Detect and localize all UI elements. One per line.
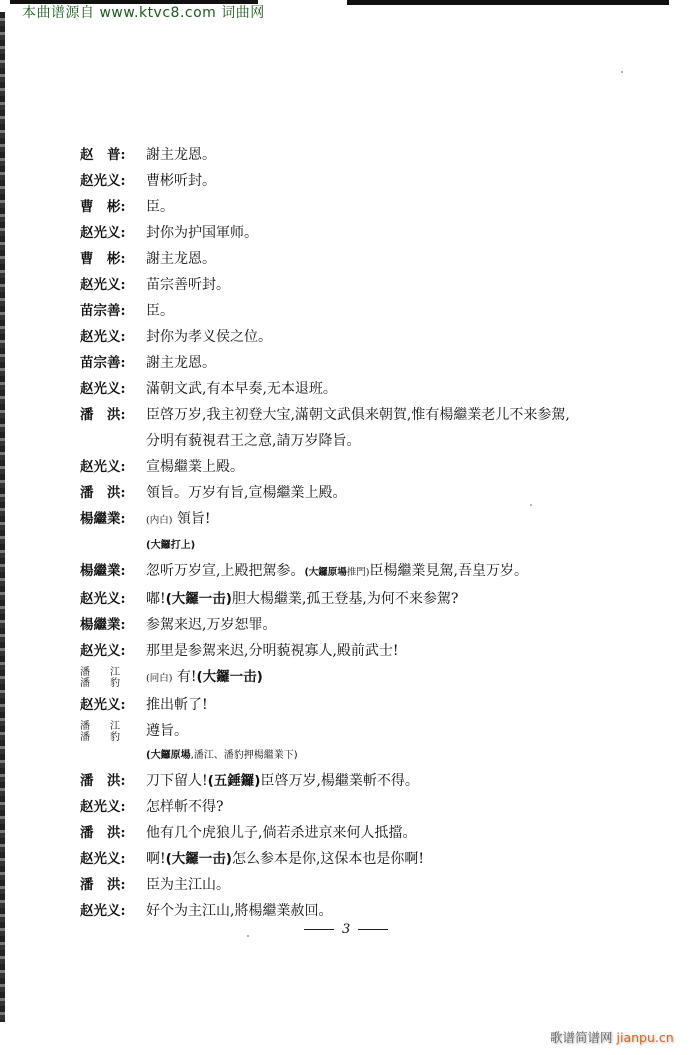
dialogue-text: 推出斬了! — [146, 697, 208, 713]
script-body — [80, 142, 660, 924]
dialogue-text — [146, 558, 660, 586]
speaker-name: 赵光义: — [80, 903, 126, 919]
dialogue-text — [146, 402, 660, 454]
dialogue-text-before: 嘟! — [146, 591, 166, 607]
speaker-name: 潘豹 — [80, 732, 140, 743]
speaker-name: 赵光义: — [80, 277, 126, 293]
speaker-name: 赵光义: — [80, 459, 126, 475]
speaker-name: 潘 洪: — [80, 485, 126, 501]
speaker-name: 潘 洪: — [80, 825, 126, 841]
speaker-name: 赵光义: — [80, 173, 126, 189]
speaker-name: 楊繼業: — [80, 511, 126, 527]
dialogue-text: 領旨。万岁有旨,宣楊繼業上殿。 — [146, 485, 347, 501]
speaker-pair — [80, 718, 146, 743]
dialogue-line — [80, 794, 660, 820]
dialogue-text: 臣。 — [146, 199, 174, 215]
dialogue-text: 曹彬听封。 — [146, 173, 216, 189]
dialogue-text: 怎样斬不得? — [146, 799, 224, 815]
dialogue-text-line-2: 分明有藐視君王之意,請万岁降旨。 — [146, 433, 361, 449]
dialogue-line — [80, 194, 660, 220]
page-number-dash-right — [358, 929, 388, 930]
dialogue-text: 滿朝文武,有本早奏,无本退班。 — [146, 381, 337, 397]
dialogue-text — [146, 586, 660, 612]
speaker-name: 楊繼業: — [80, 563, 126, 579]
dialogue-line — [80, 558, 660, 586]
dialogue-text-line-1: 臣啓万岁,我主初登大宝,滿朝文武俱来朝賀,惟有楊繼業老儿不来参駕, — [146, 407, 570, 423]
dialogue-text: 参駕来迟,万岁恕罪。 — [146, 617, 277, 633]
watermark-bottom — [550, 1028, 674, 1046]
dialogue-line — [80, 872, 660, 898]
dialogue-text: 謝主龙恩。 — [146, 251, 216, 267]
dialogue-text — [146, 506, 660, 534]
dialogue-text-before: 刀下留人! — [146, 773, 208, 789]
stage-direction-bold: (大鑼原場 — [146, 750, 191, 761]
dialogue-text-after: 臣啓万岁,楊繼業斬不得。 — [260, 773, 419, 789]
dialogue-line — [80, 324, 660, 350]
speaker-name: 赵光义: — [80, 643, 126, 659]
inline-percussion-cue: (大鑼一击) — [165, 851, 232, 867]
dialogue-text-before: 啊! — [146, 851, 166, 867]
dialogue-text: 宣楊繼業上殿。 — [146, 459, 244, 475]
inline-percussion-cue: (大鑼一击) — [165, 591, 232, 607]
page-number-dash-left — [304, 929, 334, 930]
dialogue-text-main: 有! — [176, 669, 197, 685]
dialogue-text-before: 忽听万岁宣,上殿把駕参。 — [146, 563, 305, 579]
dialogue-line — [80, 820, 660, 846]
dialogue-line — [80, 664, 660, 692]
dialogue-text-main: 領旨! — [176, 511, 211, 527]
speaker-name: 苗宗善: — [80, 355, 126, 371]
dialogue-text: 苗宗善听封。 — [146, 277, 230, 293]
speaker-name: 赵光义: — [80, 225, 126, 241]
dialogue-line — [80, 638, 660, 664]
speaker-pair — [80, 664, 146, 689]
dialogue-text: 謝主龙恩。 — [146, 147, 216, 163]
scan-speck — [621, 71, 623, 73]
inline-percussion-cue: (五錘鑼) — [207, 773, 261, 789]
scan-speck — [530, 504, 532, 506]
dialogue-line — [80, 220, 660, 246]
dialogue-line — [80, 142, 660, 168]
scan-border-top-right — [347, 0, 669, 5]
dialogue-text — [146, 768, 660, 794]
inline-stage-direction-rest: 推門) — [346, 567, 370, 578]
speaker-name: 楊繼業: — [80, 617, 126, 633]
dialogue-line — [80, 298, 660, 324]
dialogue-line — [80, 768, 660, 794]
dialogue-text-after: 怎么参本是你,这保本也是你啊! — [231, 851, 425, 867]
speaker-name: 潘 洪: — [80, 877, 126, 893]
dialogue-line — [80, 246, 660, 272]
page-number-value: 3 — [342, 922, 351, 937]
speaker-name: 赵光义: — [80, 591, 126, 607]
dialogue-line — [80, 480, 660, 506]
speaker-name: 赵光义: — [80, 799, 126, 815]
speaker-name: 潘 洪: — [80, 407, 126, 423]
watermark-bottom-domain: jianpu.cn — [616, 1030, 674, 1045]
dialogue-line — [80, 350, 660, 376]
dialogue-line — [80, 272, 660, 298]
dialogue-line — [80, 846, 660, 872]
speaker-name: 苗宗善: — [80, 303, 126, 319]
speaker-name: 曹 彬: — [80, 251, 126, 267]
dialogue-text: 他有几个虎狼儿子,倘若杀进京来何人抵擋。 — [146, 825, 417, 841]
dialogue-line — [80, 376, 660, 402]
speaker-name: 潘江 — [80, 721, 140, 732]
stage-direction-rest: ,潘江、潘豹押楊繼業下) — [190, 750, 298, 761]
inline-percussion-cue: (大鑼一击) — [196, 669, 263, 685]
dialogue-text: 封你为孝义侯之位。 — [146, 329, 272, 345]
scan-speck — [247, 935, 249, 937]
dialogue-line — [80, 586, 660, 612]
dialogue-text-after: 胆大楊繼業,孤王登基,为何不来参駕? — [231, 591, 459, 607]
dialogue-text: 臣为主江山。 — [146, 877, 230, 893]
dialogue-line — [80, 692, 660, 718]
watermark-bottom-text: 歌谱简谱网 — [550, 1030, 613, 1045]
dialogue-text: 謝主龙恩。 — [146, 355, 216, 371]
dialogue-text-after: 臣楊繼業見駕,吾皇万岁。 — [369, 563, 528, 579]
speaker-name: 潘江 — [80, 667, 140, 678]
speaker-name: 潘豹 — [80, 678, 140, 689]
speaker-name: 赵光义: — [80, 851, 126, 867]
stage-direction: (大鑼打上) — [146, 540, 196, 551]
dialogue-line — [80, 168, 660, 194]
speaker-name: 赵光义: — [80, 381, 126, 397]
dialogue-line — [80, 454, 660, 480]
speaker-name: 赵光义: — [80, 329, 126, 345]
speaker-name: 潘 洪: — [80, 773, 126, 789]
dialogue-text: 好个为主江山,將楊繼業赦回。 — [146, 903, 333, 919]
dialogue-text: 那里是参駕来迟,分明藐視寡人,殿前武士! — [146, 643, 399, 659]
dialogue-line — [80, 612, 660, 638]
dialogue-line — [80, 718, 660, 744]
watermark-top: 本曲谱源自 www.ktvc8.com 词曲网 — [22, 5, 265, 21]
inline-stage-direction: (大鑼原場 — [304, 567, 347, 578]
dialogue-line — [80, 402, 660, 454]
dialogue-text — [146, 664, 660, 692]
speaker-name: 赵 普: — [80, 147, 126, 163]
stage-direction — [80, 744, 660, 768]
dialogue-text: 臣。 — [146, 303, 174, 319]
dialogue-line — [80, 506, 660, 534]
speaker-name: 赵光义: — [80, 697, 126, 713]
stage-note: (同白) — [146, 673, 173, 684]
dialogue-text: 遵旨。 — [146, 723, 188, 739]
stage-note: (内白) — [146, 515, 173, 526]
scan-border-left — [0, 12, 5, 1022]
page-number — [296, 922, 396, 937]
dialogue-text — [146, 846, 660, 872]
dialogue-text: 封你为护国軍师。 — [146, 225, 258, 241]
speaker-name: 曹 彬: — [80, 199, 126, 215]
dialogue-line — [80, 898, 660, 924]
